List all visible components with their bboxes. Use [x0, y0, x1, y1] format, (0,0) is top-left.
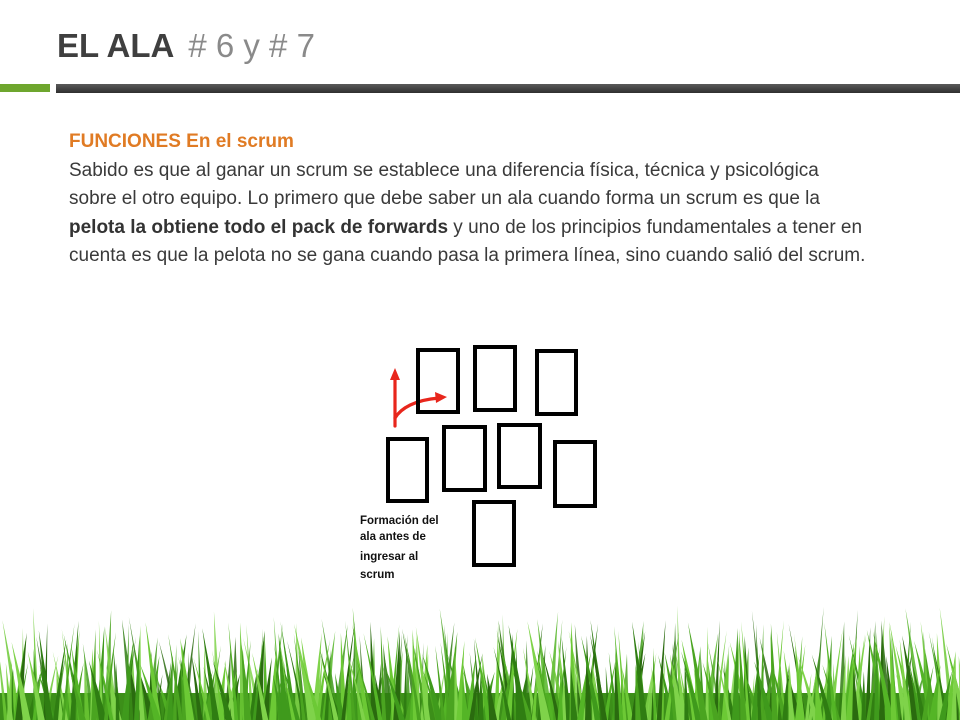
grass-blade: [116, 663, 120, 720]
grass-blade: [771, 624, 778, 720]
title-subtitle: # 6 y # 7: [188, 27, 315, 64]
scrum-formation-diagram: [355, 338, 608, 588]
slide-title: [57, 24, 315, 68]
grass-blade: [789, 662, 795, 720]
grass-decoration: [0, 595, 960, 720]
grass-blade: [173, 645, 177, 720]
section-heading: FUNCIONES En el scrum: [69, 131, 294, 152]
grass-blade: [732, 628, 739, 720]
body-text: [69, 157, 869, 271]
grass-blade: [134, 635, 139, 720]
grass-blades: [0, 606, 960, 720]
body-text-part1: Sabido es que al ganar un scrum se establece una diferencia física, técnica y psicológica sobre el otro equipo. Lo primero que debe saber un ala cuando forma un scrum es que la: [69, 159, 820, 209]
title-divider-bar: [56, 84, 960, 93]
title-main: EL ALA: [57, 27, 175, 64]
caption-line: ingresar al: [360, 551, 419, 563]
grass-blade: [653, 648, 656, 720]
grass-blade: [125, 624, 129, 720]
content-block: [69, 128, 869, 271]
body-text-part2: y uno de los principios fundamentales a tener en cuenta es que la pelota no se gana cuando pasa la primera línea, sino cuando salió del scrum.: [69, 216, 866, 266]
title-accent-bar: [0, 84, 50, 92]
body-text-bold: pelota la obtiene todo el pack de forwards: [69, 216, 449, 238]
caption-line: scrum: [360, 569, 395, 581]
caption-line: Formación del: [360, 515, 439, 527]
caption-line: ala antes de: [360, 531, 426, 543]
body-paragraph: [69, 157, 869, 271]
